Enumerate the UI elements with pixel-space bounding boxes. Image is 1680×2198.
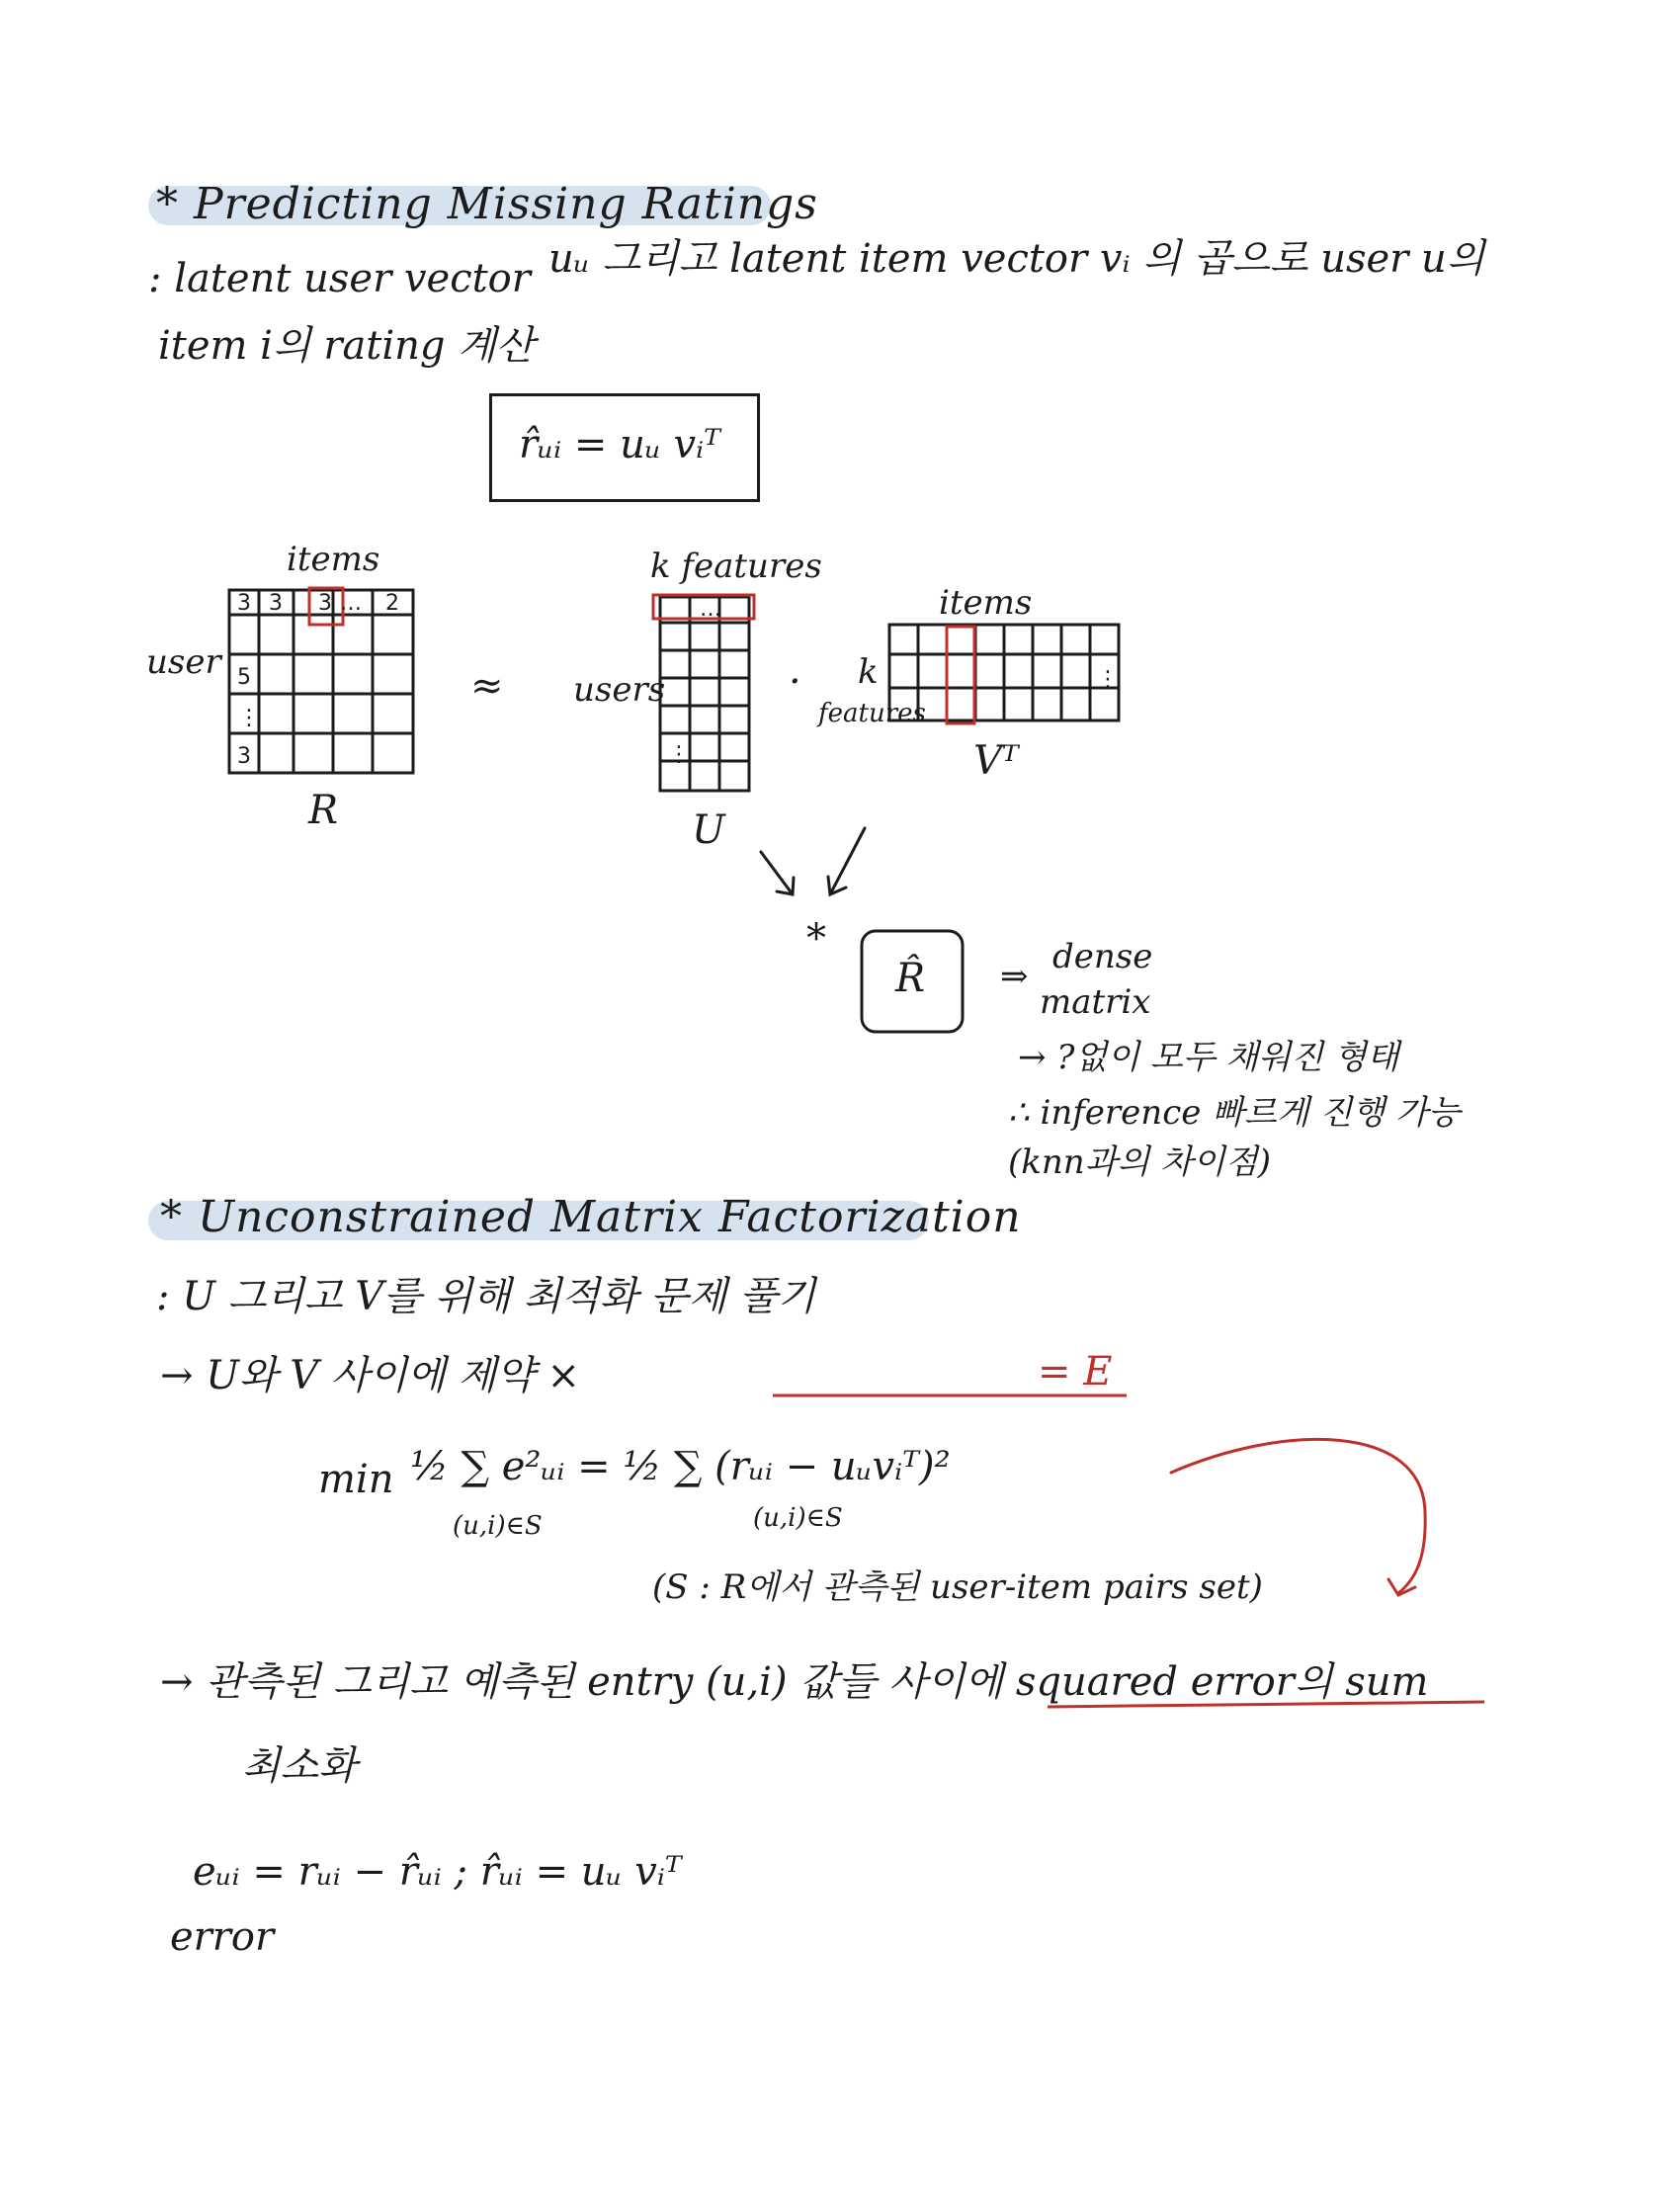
converge-arrows — [761, 828, 865, 894]
r-cell-0: 3 — [237, 591, 251, 616]
vt-label-k: k — [858, 652, 879, 692]
dense-line2: matrix — [1040, 982, 1151, 1022]
r-name: R — [308, 788, 339, 833]
vt-dots: ⋮ — [1097, 667, 1119, 692]
section2-title: * Unconstrained Matrix Factorization — [160, 1192, 1022, 1242]
eq-sub-1: (u,i)∈S — [453, 1511, 543, 1541]
star-mark: * — [806, 916, 826, 962]
r-label-items: items — [287, 540, 380, 579]
section1-line2: item i의 rating 계산 — [158, 323, 535, 369]
note-1: → ?없이 모두 채워진 형태 — [1018, 1038, 1399, 1077]
section2-line2: → U와 V 사이에 제약 × — [160, 1353, 581, 1398]
u-label-features: k features — [650, 547, 822, 586]
r-cell-2: 3 — [318, 591, 332, 616]
section2-line4: eᵤᵢ = rᵤᵢ − r̂ᵤᵢ ; r̂ᵤᵢ = uᵤ vᵢᵀ — [193, 1849, 682, 1895]
vt-name: Vᵀ — [973, 738, 1019, 784]
r-cell-3: … — [340, 591, 362, 616]
matrix-vt-highlight — [947, 627, 974, 723]
s-note: (S : R에서 관측된 user-item pairs set) — [652, 1567, 1263, 1607]
eq-label-e: = E — [1038, 1349, 1113, 1395]
u-dots: … — [700, 597, 721, 622]
vt-label-items: items — [939, 583, 1033, 623]
note-3: (knn과의 차이점) — [1008, 1142, 1271, 1182]
u-vdots: ⋮ — [668, 742, 690, 767]
note-2: ∴ inference 빠르게 진행 가능 — [1008, 1093, 1461, 1133]
dense-line1: dense — [1052, 937, 1153, 976]
r-cell-1: 3 — [269, 591, 283, 616]
section1-title: * Predicting Missing Ratings — [156, 179, 818, 229]
r-col-1: ⋮ — [238, 706, 260, 730]
eq-sub-2: (u,i)∈S — [753, 1503, 843, 1533]
vt-label-features: features — [818, 699, 926, 728]
r-col-2: 3 — [237, 744, 251, 769]
eq-body: ½ ∑ e²ᵤᵢ = ½ ∑ (rᵤᵢ − uᵤvᵢᵀ)² — [410, 1444, 951, 1489]
section2-line1: : U 그리고 V를 위해 최적화 문제 풀기 — [156, 1274, 816, 1319]
dense-arrow: ⇒ — [1000, 957, 1029, 996]
section1-line1: : latent user vector — [148, 256, 531, 301]
section1-line1b: uᵤ 그리고 latent item vector vᵢ 의 곱으로 user u의 — [548, 236, 1485, 282]
section2-line3b: 최소화 — [242, 1743, 357, 1789]
approx-sign: ≈ — [470, 663, 504, 709]
matrix-r-grid — [229, 590, 413, 773]
r-col-0: 5 — [237, 665, 251, 690]
r-cell-4: 2 — [385, 591, 399, 616]
dot-separator: · — [789, 659, 801, 705]
section2-line5: error — [170, 1914, 275, 1960]
r-label-user: user — [146, 642, 221, 682]
eq-min: min — [318, 1457, 394, 1502]
u-name: U — [692, 807, 725, 853]
r-hat: R̂ — [895, 956, 926, 1001]
section2-line3: → 관측된 그리고 예측된 entry (u,i) 값들 사이에 squared error의 sum — [160, 1659, 1429, 1705]
u-label-users: users — [573, 670, 666, 710]
formula: r̂ᵤᵢ = uᵤ vᵢᵀ — [519, 422, 720, 467]
